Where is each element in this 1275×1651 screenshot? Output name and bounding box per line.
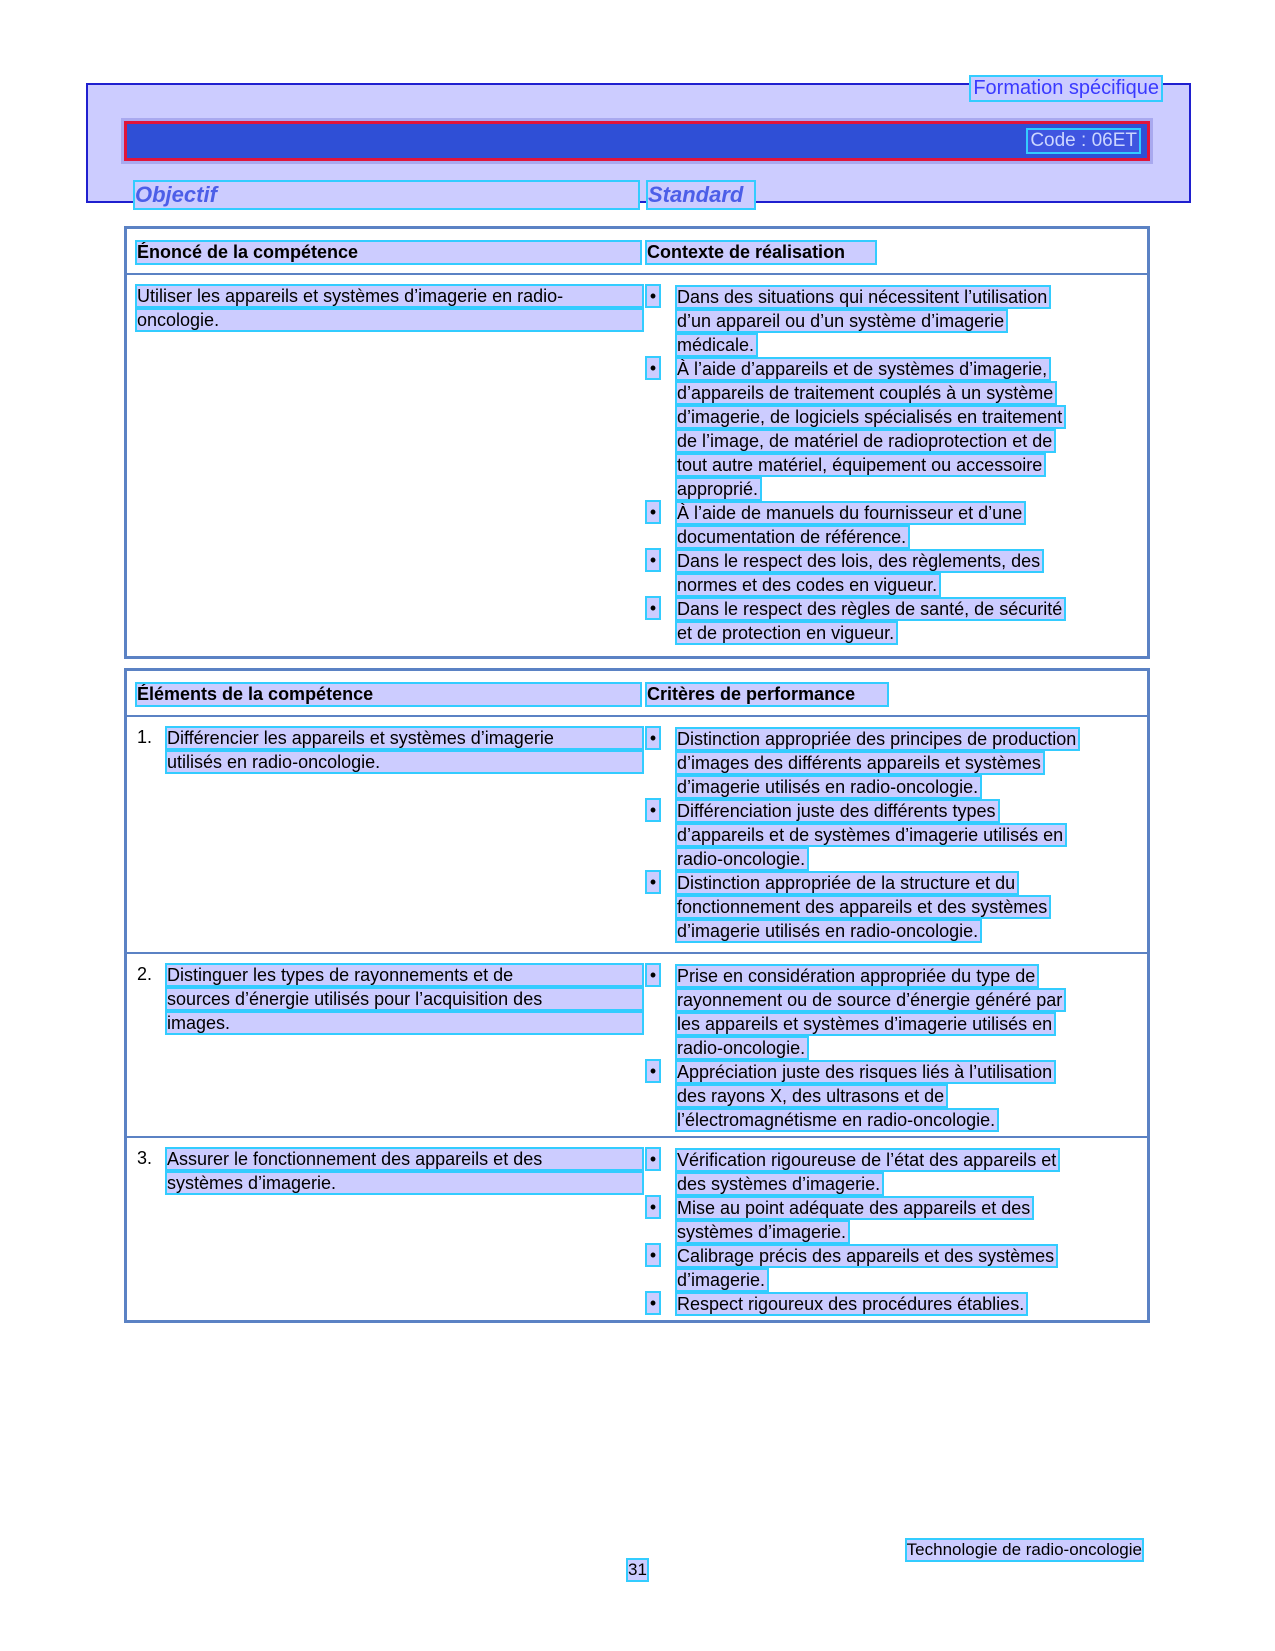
bullet-text: Mise au point adéquate des appareils et des — [677, 1198, 1031, 1218]
text-line — [677, 920, 1143, 944]
element-number: 2. — [137, 964, 153, 984]
bullet-icon: • — [647, 1149, 659, 1169]
bullet-text: Dans le respect des lois, des règlements, des — [677, 551, 1041, 571]
bullet-text: d’un appareil ou d’un système d’imagerie — [677, 311, 1005, 331]
text-line — [677, 872, 1143, 896]
enonce-header: Énoncé de la compétence — [137, 242, 640, 263]
competence-table — [124, 226, 1150, 659]
text-line — [677, 1173, 1143, 1197]
element-2-criteres — [647, 965, 1143, 1133]
text-line-content: images. — [167, 1013, 642, 1033]
bullet-text: normes et des codes en vigueur. — [677, 575, 938, 595]
elements-table-header — [127, 671, 1147, 715]
page-number: 31 — [628, 1560, 647, 1579]
bullet-text: Respect rigoureux des procédures établies. — [677, 1294, 1025, 1314]
element-row — [127, 1136, 1147, 1320]
bullet-item — [647, 1245, 1143, 1293]
objectif-label: Objectif — [135, 182, 638, 208]
text-line — [677, 1037, 1143, 1061]
bullet-item — [647, 286, 1143, 358]
bullet-text: rayonnement ou de source d’énergie généré par — [677, 990, 1063, 1010]
text-line-content: Différencier les appareils et systèmes d’imagerie — [167, 728, 642, 748]
bullet-icon: • — [647, 1245, 659, 1265]
bullet-text: radio-oncologie. — [677, 849, 806, 869]
element-row — [127, 715, 1147, 952]
bullet-text: médicale. — [677, 335, 755, 355]
text-line — [677, 382, 1143, 406]
elements-table — [124, 668, 1150, 1323]
bullet-icon: • — [647, 358, 659, 378]
text-line — [677, 1085, 1143, 1109]
bullet-item — [647, 965, 1143, 1061]
text-line — [677, 478, 1143, 502]
bullet-icon: • — [647, 872, 659, 892]
contexte-list — [647, 286, 1143, 646]
text-line-content: Distinguer les types de rayonnements et de — [167, 965, 642, 985]
bullet-text: d’imagerie, de logiciels spécialisés en traitement — [677, 407, 1063, 427]
bullet-text: de l’image, de matériel de radioprotection et de — [677, 431, 1053, 451]
competence-table-header — [127, 229, 1147, 273]
text-line — [677, 896, 1143, 920]
bullet-text: Distinction appropriée des principes de production — [677, 729, 1077, 749]
bullet-text: À l’aide de manuels du fournisseur et d’une — [677, 503, 1023, 523]
text-line-content: oncologie. — [137, 310, 642, 330]
text-line — [677, 598, 1143, 622]
bullet-item — [647, 550, 1143, 598]
text-line — [677, 550, 1143, 574]
text-line-content: systèmes d’imagerie. — [167, 1173, 642, 1193]
text-line-content: sources d’énergie utilisés pour l’acquisition des — [167, 989, 642, 1009]
text-line — [677, 1061, 1143, 1085]
text-line — [677, 1013, 1143, 1037]
text-line — [677, 1245, 1143, 1269]
text-line-content: Assurer le fonctionnement des appareils et des — [167, 1149, 642, 1169]
bullet-icon: • — [647, 728, 659, 748]
bullet-text: des systèmes d’imagerie. — [677, 1174, 881, 1194]
bullet-text: Calibrage précis des appareils et des systèmes — [677, 1246, 1055, 1266]
text-line — [677, 752, 1143, 776]
bullet-item — [647, 1149, 1143, 1197]
bullet-item — [647, 1293, 1143, 1317]
text-line — [677, 454, 1143, 478]
text-line — [677, 574, 1143, 598]
contexte-header: Contexte de réalisation — [647, 242, 875, 263]
bullet-icon: • — [647, 800, 659, 820]
text-line — [677, 1149, 1143, 1173]
bullet-text: les appareils et systèmes d’imagerie utilisés en — [677, 1014, 1053, 1034]
text-line — [677, 358, 1143, 382]
element-3-criteres — [647, 1149, 1143, 1317]
bullet-item — [647, 502, 1143, 550]
bullet-icon: • — [647, 1061, 659, 1081]
text-line — [677, 526, 1143, 550]
bullet-item — [647, 598, 1143, 646]
text-line — [677, 1109, 1143, 1133]
bullet-text: systèmes d’imagerie. — [677, 1222, 847, 1242]
bullet-icon: • — [647, 502, 659, 522]
bullet-icon: • — [647, 286, 659, 306]
bullet-text: Dans des situations qui nécessitent l’utilisation — [677, 287, 1048, 307]
bullet-text: d’images des différents appareils et systèmes — [677, 753, 1041, 773]
bullet-text: Appréciation juste des risques liés à l’utilisation — [677, 1062, 1053, 1082]
text-line — [677, 1293, 1143, 1317]
bullet-text: d’imagerie utilisés en radio-oncologie. — [677, 921, 979, 941]
bullet-text: À l’aide d’appareils et de systèmes d’imagerie, — [677, 359, 1048, 379]
bullet-icon: • — [647, 550, 659, 570]
text-line — [677, 286, 1143, 310]
bullet-icon: • — [647, 598, 659, 618]
code-label: Code : 06ET — [1030, 130, 1137, 151]
text-line-content: utilisés en radio-oncologie. — [167, 752, 642, 772]
formation-label: Formation spécifique — [973, 77, 1159, 99]
text-line — [677, 1269, 1143, 1293]
program-footer: Technologie de radio-oncologie — [906, 1540, 1142, 1559]
text-line — [677, 622, 1143, 646]
bullet-icon: • — [647, 1293, 659, 1313]
bullet-text: des rayons X, des ultrasons et de — [677, 1086, 945, 1106]
bullet-text: l’électromagnétisme en radio-oncologie. — [677, 1110, 996, 1130]
bullet-text: Vérification rigoureuse de l’état des appareils et — [677, 1150, 1057, 1170]
bullet-text: d’imagerie utilisés en radio-oncologie. — [677, 777, 979, 797]
text-line — [677, 989, 1143, 1013]
text-line — [677, 848, 1143, 872]
bullet-text: documentation de référence. — [677, 527, 907, 547]
bullet-item — [647, 728, 1143, 800]
text-line — [677, 502, 1143, 526]
bullet-text: fonctionnement des appareils et des systèmes — [677, 897, 1048, 917]
text-line — [677, 1197, 1143, 1221]
text-line-content: Utiliser les appareils et systèmes d’imagerie en radio- — [137, 286, 642, 306]
bullet-text: Différenciation juste des différents types — [677, 801, 996, 821]
text-line — [677, 310, 1143, 334]
bullet-text: Distinction appropriée de la structure et du — [677, 873, 1016, 893]
text-line — [677, 1221, 1143, 1245]
bullet-text: approprié. — [677, 479, 759, 499]
standard-label: Standard — [648, 182, 754, 208]
bullet-item — [647, 1061, 1143, 1133]
bullet-icon: • — [647, 1197, 659, 1217]
criteres-header: Critères de performance — [647, 684, 887, 705]
bullet-text: tout autre matériel, équipement ou accessoire — [677, 455, 1043, 475]
text-line — [677, 430, 1143, 454]
text-line — [677, 965, 1143, 989]
element-number: 3. — [137, 1148, 153, 1168]
element-row — [127, 952, 1147, 1136]
bullet-item — [647, 358, 1143, 502]
text-line — [677, 800, 1143, 824]
bullet-text: et de protection en vigueur. — [677, 623, 895, 643]
element-number: 1. — [137, 727, 153, 747]
bullet-text: d’appareils de traitement couplés à un système — [677, 383, 1054, 403]
bullet-icon: • — [647, 965, 659, 985]
text-line — [677, 728, 1143, 752]
bullet-text: Dans le respect des règles de santé, de sécurité — [677, 599, 1063, 619]
bullet-text: d’imagerie. — [677, 1270, 766, 1290]
element-1-criteres — [647, 728, 1143, 944]
text-line — [677, 824, 1143, 848]
text-line — [677, 334, 1143, 358]
bullet-item — [647, 1197, 1143, 1245]
bullet-text: radio-oncologie. — [677, 1038, 806, 1058]
competence-table-body — [127, 273, 1147, 656]
text-line — [677, 776, 1143, 800]
code-bar — [124, 121, 1150, 161]
text-line — [677, 406, 1143, 430]
elements-header: Éléments de la compétence — [137, 684, 640, 705]
bullet-item — [647, 872, 1143, 944]
bullet-item — [647, 800, 1143, 872]
bullet-text: d’appareils et de systèmes d’imagerie utilisés en — [677, 825, 1064, 845]
bullet-text: Prise en considération appropriée du type de — [677, 966, 1036, 986]
